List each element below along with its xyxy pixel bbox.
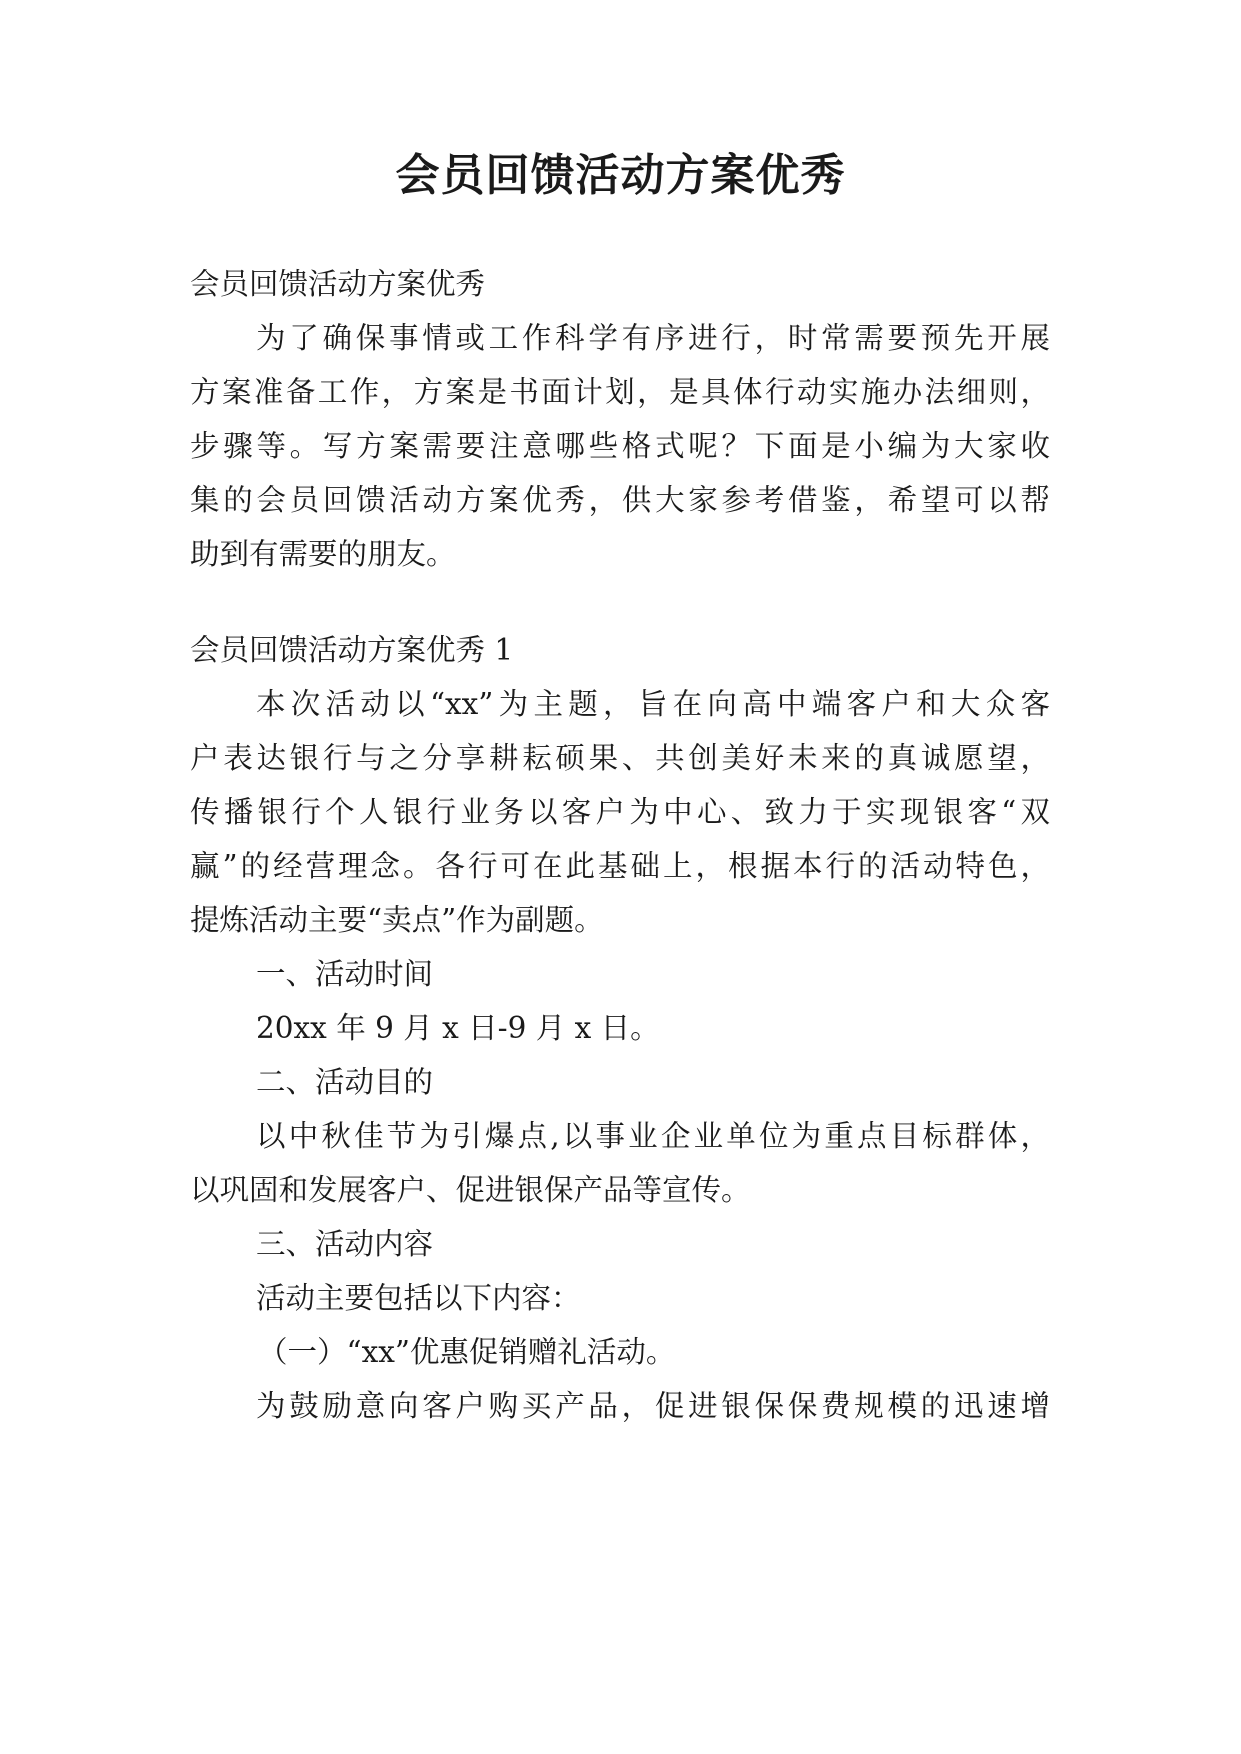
- section-line-3: 传播银行个人银行业务以客户为中心、致力于实现银客“双: [190, 795, 1050, 829]
- item3-intro: 活动主要包括以下内容：: [256, 1281, 581, 1315]
- item2-line-2: 以巩固和发展客户、促进银保产品等宣传。: [190, 1173, 751, 1207]
- section-line-2: 户表达银行与之分享耕耘硕果、共创美好未来的真诚愿望，: [190, 741, 1050, 775]
- intro-line-3: 步骤等。写方案需要注意哪些格式呢？下面是小编为大家收: [190, 429, 1050, 463]
- item3-last-line: 为鼓励意向客户购买产品，促进银保保费规模的迅速增: [256, 1389, 1050, 1423]
- item2-line-1: 以中秋佳节为引爆点,以事业企业单位为重点目标群体，: [256, 1119, 1050, 1153]
- document-subtitle: 会员回馈活动方案优秀: [190, 267, 486, 301]
- section-heading: 会员回馈活动方案优秀 1: [190, 633, 514, 667]
- intro-line-1: 为了确保事情或工作科学有序进行，时常需要预先开展: [256, 321, 1050, 355]
- intro-line-5: 助到有需要的朋友。: [190, 537, 456, 571]
- item1-heading: 一、活动时间: [256, 957, 434, 991]
- intro-line-4: 集的会员回馈活动方案优秀，供大家参考借鉴，希望可以帮: [190, 483, 1050, 517]
- section-line-5: 提炼活动主要“卖点”作为副题。: [190, 903, 604, 937]
- item3-sub-heading: （一）“xx”优惠促销赠礼活动。: [258, 1335, 676, 1369]
- page-title: 会员回馈活动方案优秀: [395, 150, 846, 201]
- item2-heading: 二、活动目的: [256, 1065, 434, 1099]
- section-line-4: 赢”的经营理念。各行可在此基础上，根据本行的活动特色，: [190, 849, 1050, 883]
- item3-heading: 三、活动内容: [256, 1227, 434, 1261]
- item1-text: 20xx 年 9 月 x 日-9 月 x 日。: [256, 1011, 660, 1045]
- section-line-1: 本次活动以“xx”为主题，旨在向高中端客户和大众客: [256, 687, 1050, 721]
- intro-line-2: 方案准备工作，方案是书面计划，是具体行动实施办法细则，: [190, 375, 1050, 409]
